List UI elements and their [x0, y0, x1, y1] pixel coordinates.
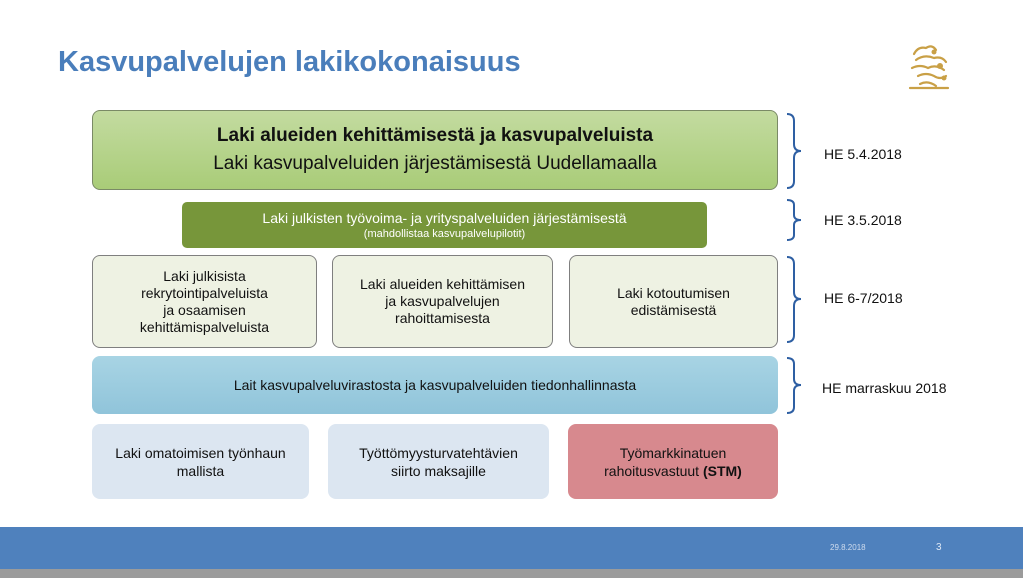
he-label: HE 3.5.2018 — [824, 212, 902, 228]
finnish-lion-icon — [904, 40, 954, 94]
he-label: HE 6-7/2018 — [824, 290, 903, 306]
law-box-recruitment — [92, 255, 317, 348]
law-line: Laki omatoimisen työnhaun — [115, 444, 286, 461]
law-box-integration — [569, 255, 778, 348]
he-label: HE 5.4.2018 — [824, 146, 902, 162]
law-box-regional-development — [92, 110, 778, 190]
law-box-public-services — [182, 202, 707, 248]
law-line: Laki julkisista — [163, 267, 246, 284]
law-title-public-services: Laki julkisten työvoima- ja yrityspalveluiden järjestämisestä — [262, 210, 627, 226]
law-line: Työttömyysturvatehtävien — [359, 444, 518, 461]
law-title-regional-development: Laki alueiden kehittämisestä ja kasvupalveluista — [216, 125, 654, 146]
ministry-tag: (STM) — [702, 462, 742, 479]
law-box-funding — [332, 255, 553, 348]
law-box-unemployment — [328, 424, 549, 499]
law-line: ja kasvupalvelujen — [385, 293, 500, 309]
law-line: kehittämispalveluista — [139, 318, 270, 335]
law-line: siirto maksajille — [391, 462, 486, 479]
footer-strip — [0, 569, 1023, 578]
brace-icon — [786, 256, 802, 343]
brace-icon — [786, 113, 802, 189]
law-line: ja osaamisen — [163, 301, 246, 318]
brace-icon — [786, 199, 802, 241]
law-line — [604, 462, 742, 480]
law-line-prefix: rahoitusvastuut — [604, 462, 703, 479]
law-line: Lait kasvupalveluvirastosta ja kasvupalveluiden tiedonhallinnasta — [233, 377, 637, 393]
footer-date: 29.8.2018 — [830, 543, 866, 552]
law-line: Laki alueiden kehittämisen — [360, 276, 525, 292]
law-line: Työmarkkinatuen — [619, 444, 727, 461]
page-number: 3 — [936, 542, 942, 553]
law-subtitle-pilots: (mahdollistaa kasvupalvelupilotit) — [363, 228, 526, 240]
law-box-labour-market-subsidy — [568, 424, 778, 499]
law-title-uusimaa: Laki kasvupalveluiden järjestämisestä Uudellamaalla — [213, 153, 657, 174]
law-line: rahoittamisesta — [395, 310, 490, 326]
law-line: edistämisestä — [630, 301, 717, 318]
he-label: HE marraskuu 2018 — [822, 380, 947, 396]
law-line: mallista — [176, 462, 225, 479]
law-box-agency — [92, 356, 778, 414]
law-line: rekrytointipalveluista — [141, 284, 268, 301]
footer-bar — [0, 527, 1023, 569]
law-box-job-search — [92, 424, 309, 499]
brace-icon — [786, 357, 802, 414]
page-title: Kasvupalvelujen lakikokonaisuus — [58, 46, 521, 78]
law-line: Laki kotoutumisen — [617, 284, 730, 301]
